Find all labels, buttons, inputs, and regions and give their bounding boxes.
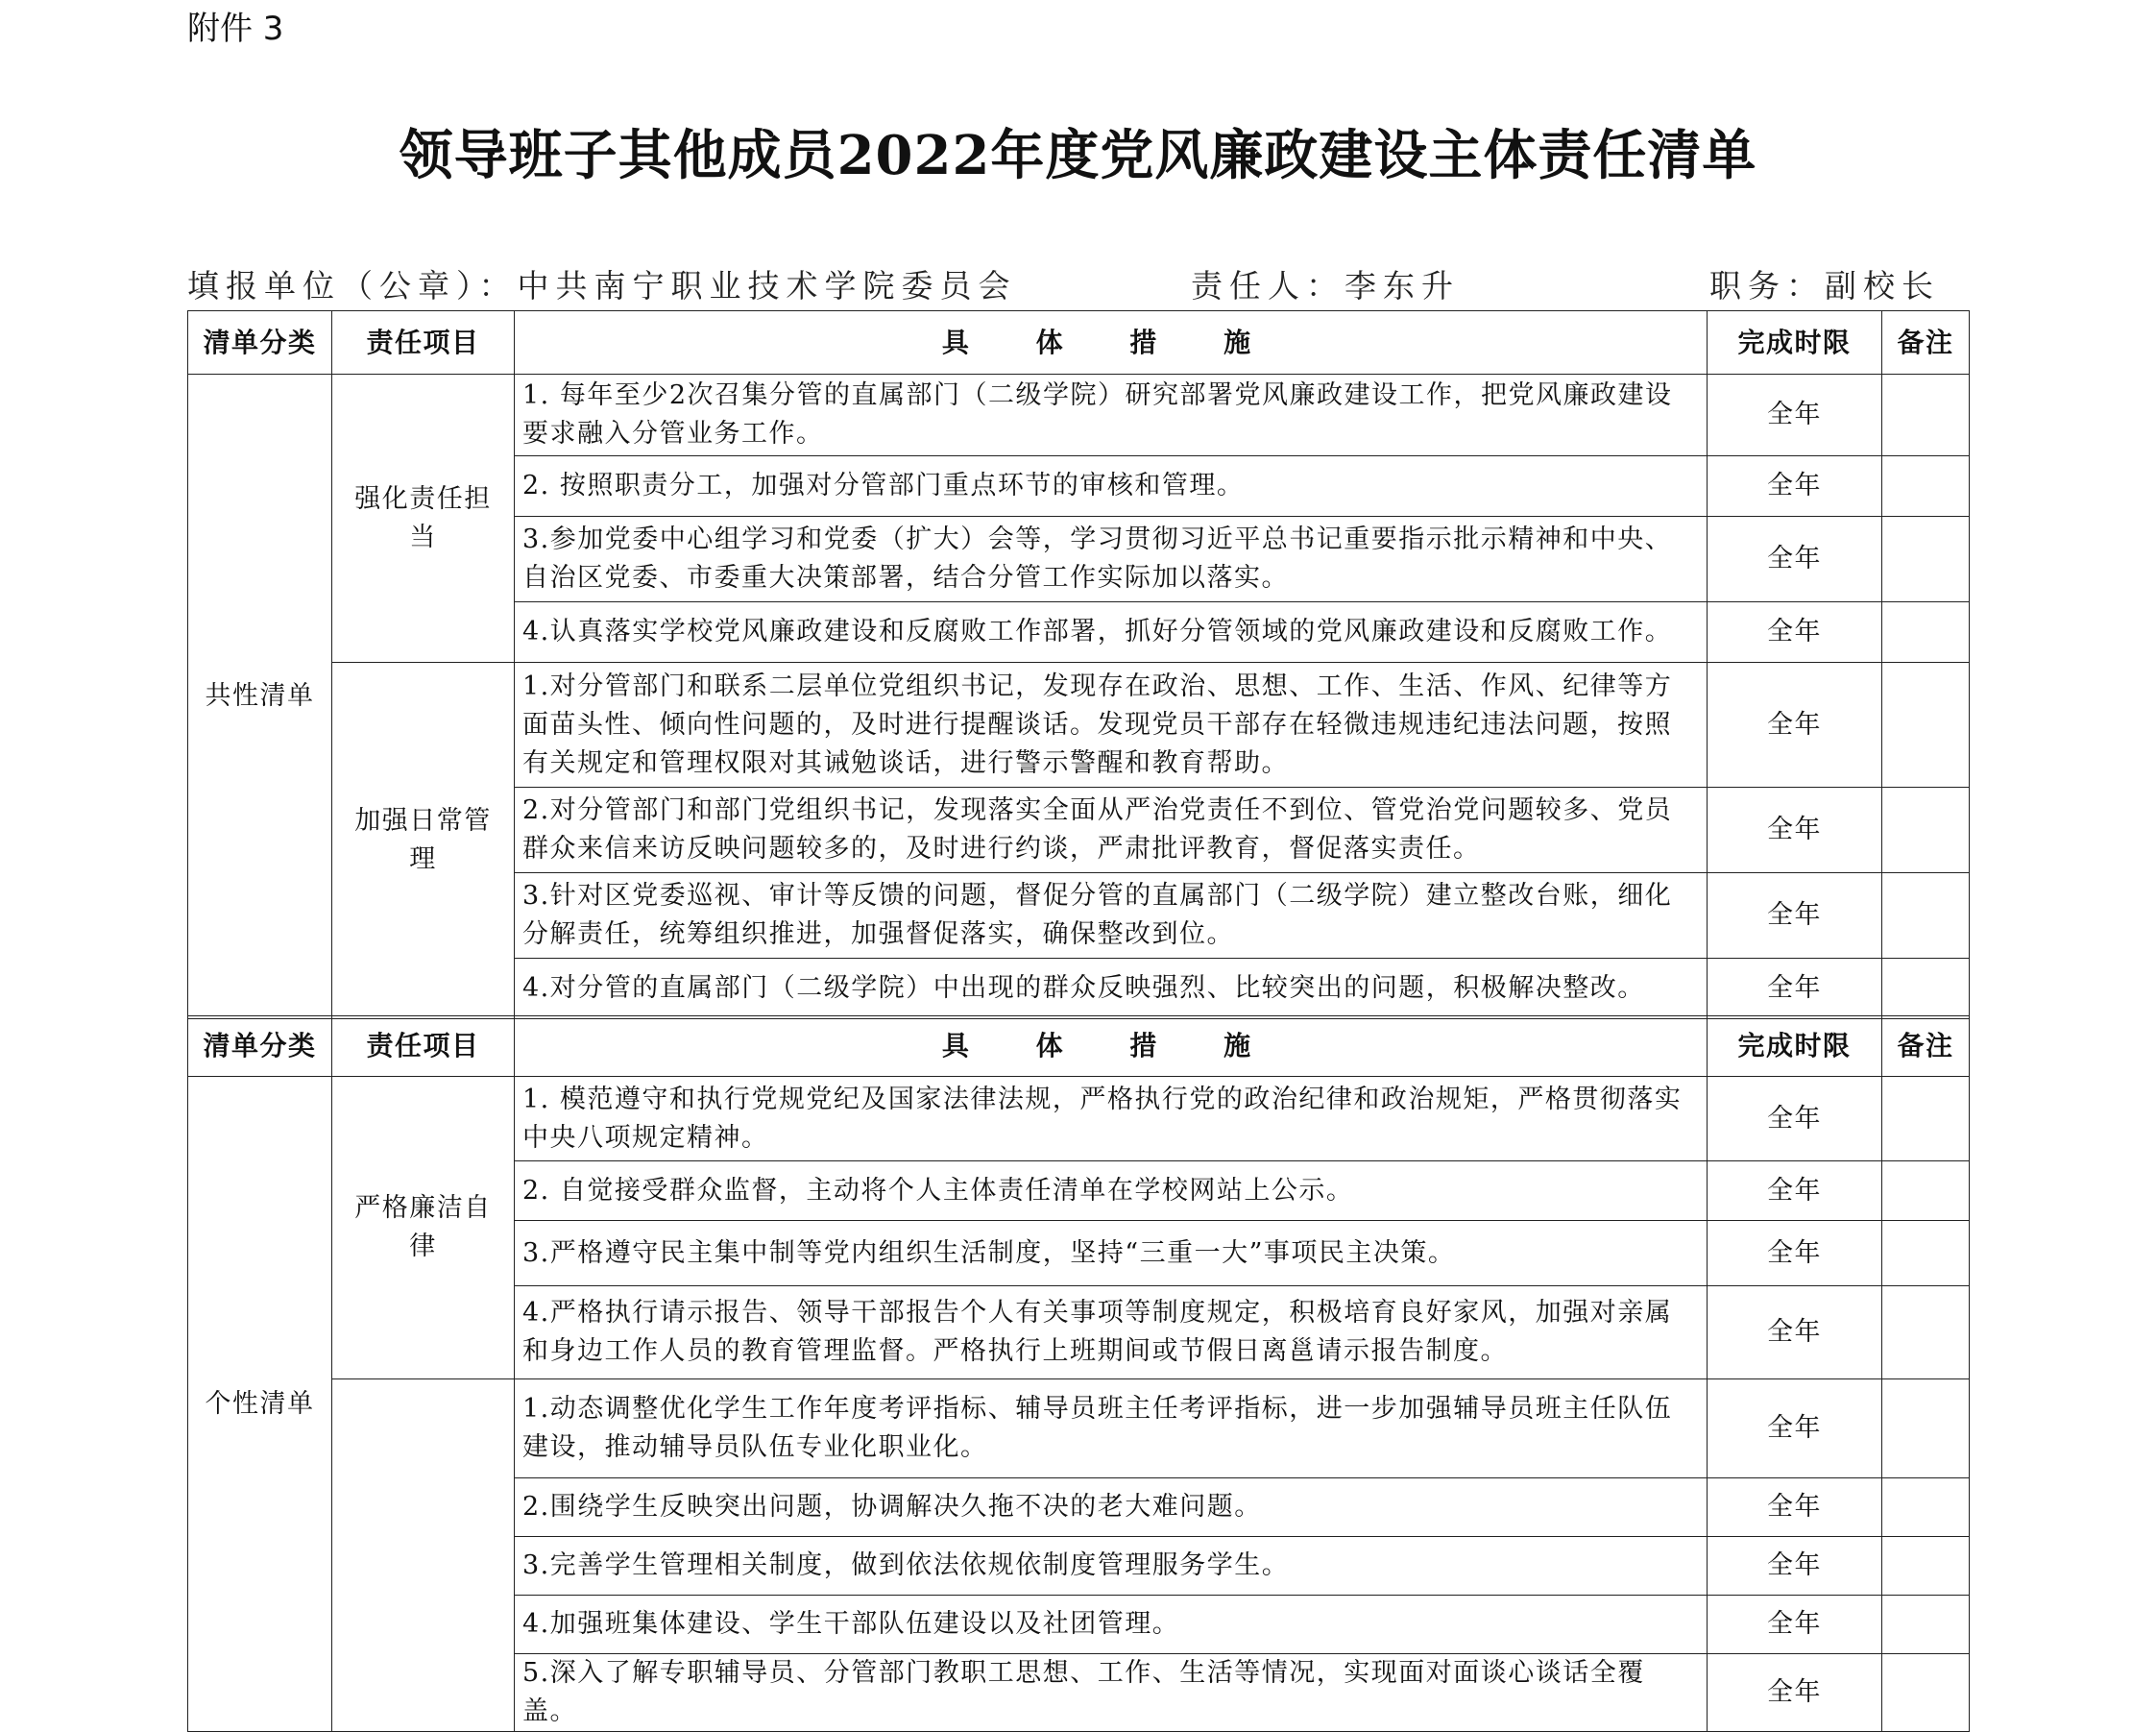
deadline-cell: 全年	[1708, 663, 1882, 788]
item-cell: 强化责任担当	[332, 375, 515, 663]
measure-cell: 3.完善学生管理相关制度，做到依法依规依制度管理服务学生。	[515, 1537, 1708, 1596]
attachment-label: 附件 3	[187, 10, 284, 48]
table-row	[188, 375, 1970, 456]
table-row	[188, 1077, 1970, 1161]
table-header-row	[188, 311, 1970, 375]
note-cell	[1882, 663, 1970, 788]
measure-cell: 1.对分管部门和联系二层单位党组织书记，发现存在政治、思想、工作、生活、作风、纪律等方面苗头性、倾向性问题的，及时进行提醒谈话。发现党员干部存在轻微违规违纪违法问题，按照有关规定和管理权限对其诫勉谈话，进行警示警醒和教育帮助。	[515, 663, 1708, 788]
responsible-person: 责任人：李东升	[1191, 267, 1460, 305]
header-measures: 具 体 措 施	[515, 311, 1708, 375]
deadline-cell: 全年	[1708, 959, 1882, 1019]
note-cell	[1882, 959, 1970, 1019]
deadline-cell: 全年	[1708, 1221, 1882, 1286]
note-cell	[1882, 873, 1970, 959]
header-note: 备注	[1882, 311, 1970, 375]
header-measures: 具 体 措 施	[515, 1016, 1708, 1077]
deadline-cell: 全年	[1708, 1596, 1882, 1654]
measure-cell: 4.严格执行请示报告、领导干部报告个人有关事项等制度规定，积极培育良好家风，加强对亲属和身边工作人员的教育管理监督。严格执行上班期间或节假日离邕请示报告制度。	[515, 1286, 1708, 1379]
measure-cell: 4.对分管的直属部门（二级学院）中出现的群众反映强烈、比较突出的问题，积极解决整改。	[515, 959, 1708, 1019]
measure-cell: 2. 按照职责分工，加强对分管部门重点环节的审核和管理。	[515, 456, 1708, 517]
item-cell: 严格廉洁自律	[332, 1077, 515, 1379]
measure-cell: 2. 自觉接受群众监督，主动将个人主体责任清单在学校网站上公示。	[515, 1161, 1708, 1221]
note-cell	[1882, 1478, 1970, 1537]
table-header-row	[188, 1016, 1970, 1077]
deadline-cell: 全年	[1708, 602, 1882, 663]
note-cell	[1882, 1654, 1970, 1732]
table-row	[188, 663, 1970, 788]
deadline-cell: 全年	[1708, 1379, 1882, 1478]
deadline-cell: 全年	[1708, 1286, 1882, 1379]
note-cell	[1882, 1596, 1970, 1654]
item-cell: 加强日常管理	[332, 663, 515, 1019]
category-cell: 共性清单	[188, 375, 332, 1019]
header-deadline: 完成时限	[1708, 1016, 1882, 1077]
measure-cell: 5.深入了解专职辅导员、分管部门教职工思想、工作、生活等情况，实现面对面谈心谈话全覆盖。	[515, 1654, 1708, 1732]
deadline-cell: 全年	[1708, 873, 1882, 959]
deadline-cell: 全年	[1708, 1478, 1882, 1537]
note-cell	[1882, 517, 1970, 602]
measure-cell: 3.针对区党委巡视、审计等反馈的问题，督促分管的直属部门（二级学院）建立整改台账，细化分解责任，统筹组织推进，加强督促落实，确保整改到位。	[515, 873, 1708, 959]
document-title: 领导班子其他成员2022年度党风廉政建设主体责任清单	[399, 124, 1757, 187]
responsibility-table-1	[187, 310, 1970, 1019]
note-cell	[1882, 375, 1970, 456]
header-category: 清单分类	[188, 311, 332, 375]
note-cell	[1882, 1221, 1970, 1286]
measure-cell: 3.严格遵守民主集中制等党内组织生活制度，坚持“三重一大”事项民主决策。	[515, 1221, 1708, 1286]
header-item: 责任项目	[332, 311, 515, 375]
note-cell	[1882, 788, 1970, 873]
deadline-cell: 全年	[1708, 456, 1882, 517]
note-cell	[1882, 1379, 1970, 1478]
note-cell	[1882, 456, 1970, 517]
measure-cell: 1.动态调整优化学生工作年度考评指标、辅导员班主任考评指标，进一步加强辅导员班主任队伍建设，推动辅导员队伍专业化职业化。	[515, 1379, 1708, 1478]
deadline-cell: 全年	[1708, 1077, 1882, 1161]
deadline-cell: 全年	[1708, 517, 1882, 602]
header-note: 备注	[1882, 1016, 1970, 1077]
measure-cell: 2.对分管部门和部门党组织书记，发现落实全面从严治党责任不到位、管党治党问题较多、党员群众来信来访反映问题较多的，及时进行约谈，严肃批评教育，督促落实责任。	[515, 788, 1708, 873]
note-cell	[1882, 1286, 1970, 1379]
note-cell	[1882, 1161, 1970, 1221]
header-deadline: 完成时限	[1708, 311, 1882, 375]
deadline-cell: 全年	[1708, 788, 1882, 873]
reporting-unit: 填报单位（公章）：中共南宁职业技术学院委员会	[187, 267, 1017, 305]
header-category: 清单分类	[188, 1016, 332, 1077]
measure-cell: 4.加强班集体建设、学生干部队伍建设以及社团管理。	[515, 1596, 1708, 1654]
responsibility-table-2	[187, 1015, 1970, 1732]
deadline-cell: 全年	[1708, 1537, 1882, 1596]
measure-cell: 2.围绕学生反映突出问题，协调解决久拖不决的老大难问题。	[515, 1478, 1708, 1537]
measure-cell: 1. 模范遵守和执行党规党纪及国家法律法规，严格执行党的政治纪律和政治规矩，严格贯彻落实中央八项规定精神。	[515, 1077, 1708, 1161]
note-cell	[1882, 602, 1970, 663]
table-row	[188, 1379, 1970, 1478]
note-cell	[1882, 1537, 1970, 1596]
note-cell	[1882, 1077, 1970, 1161]
category-cell: 个性清单	[188, 1077, 332, 1732]
measure-cell: 1. 每年至少2次召集分管的直属部门（二级学院）研究部署党风廉政建设工作，把党风廉政建设要求融入分管业务工作。	[515, 375, 1708, 456]
measure-cell: 3.参加党委中心组学习和党委（扩大）会等，学习贯彻习近平总书记重要指示批示精神和中央、自治区党委、市委重大决策部署，结合分管工作实际加以落实。	[515, 517, 1708, 602]
position: 职务：副校长	[1709, 267, 1940, 305]
item-cell	[332, 1379, 515, 1732]
header-item: 责任项目	[332, 1016, 515, 1077]
measure-cell: 4.认真落实学校党风廉政建设和反腐败工作部署，抓好分管领域的党风廉政建设和反腐败工作。	[515, 602, 1708, 663]
deadline-cell: 全年	[1708, 375, 1882, 456]
deadline-cell: 全年	[1708, 1654, 1882, 1732]
deadline-cell: 全年	[1708, 1161, 1882, 1221]
